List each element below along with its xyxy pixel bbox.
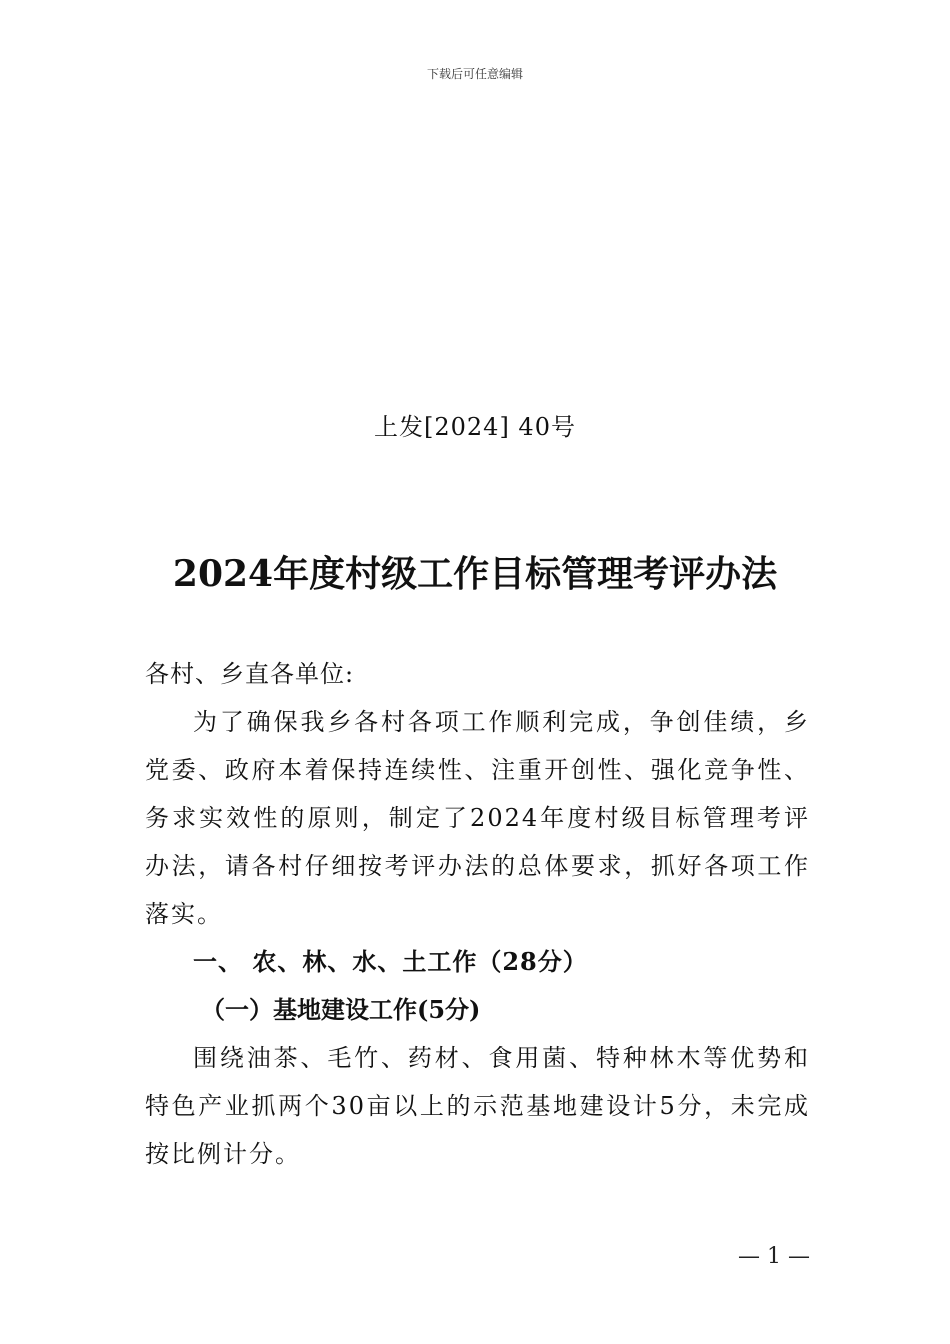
section-heading: 一、 农、林、水、土工作（28分）: [193, 947, 588, 976]
subsection-paragraph: 围绕油茶、毛竹、药材、食用菌、特种林木等优势和特色产业抓两个30亩以上的示范基地建设计5分，未完成按比例计分。: [145, 1044, 810, 1168]
document-title: 2024年度村级工作目标管理考评办法: [172, 553, 778, 595]
addressee: 各村、乡直各单位:: [145, 660, 355, 688]
document-body: [145, 650, 810, 1178]
header-note: 下载后可任意编辑: [426, 67, 523, 81]
intro-paragraph: 为了确保我乡各村各项工作顺利完成，争创佳绩，乡党委、政府本着保持连续性、注重开创性、强化竞争性、务求实效性的原则，制定了2024年度村级目标管理考评办法，请各村仔细按考评办法的总体要求，抓好各项工作落实。: [145, 708, 810, 928]
page-number: — 1 —: [738, 1244, 810, 1269]
subsection-heading: （一）基地建设工作(5分): [201, 995, 481, 1024]
document-number: 上发[2024] 40号: [374, 413, 576, 441]
